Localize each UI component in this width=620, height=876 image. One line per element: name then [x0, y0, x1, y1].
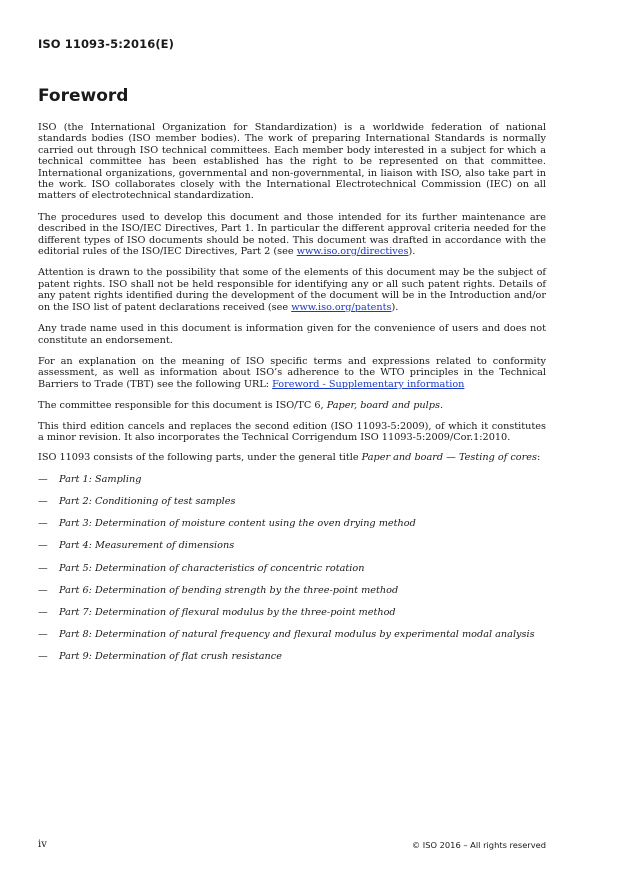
list-dash: — — [38, 606, 48, 618]
list-item-text: Part 1: Sampling — [59, 473, 142, 485]
paragraph-procedures — [38, 212, 546, 258]
paragraph-text: : — [536, 452, 541, 464]
list-item — [38, 474, 546, 496]
paragraph-conformity — [38, 356, 546, 390]
paragraph-text: The procedures used to develop this document and those intended for its further maintenance are described in the ISO/IEC Directives, Part 1. In particular the different approval criteria needed for the different types of ISO documents should be noted. This document was drafted in accordance with the editorial rules of the ISO/IEC Directives, Part 2 (see — [38, 211, 546, 258]
paragraph-text: . — [439, 400, 444, 412]
list-dash: — — [38, 629, 48, 641]
list-item-text: Part 9: Determination of flat crush resistance — [59, 651, 282, 663]
list-item-text: Part 5: Determination of characteristics of concentric rotation — [59, 562, 365, 574]
list-item — [38, 651, 546, 673]
list-item — [38, 518, 546, 540]
paragraph-committee — [38, 400, 546, 411]
document-page — [38, 0, 546, 876]
paragraph-edition: This third edition cancels and replaces the second edition (ISO 11093-5:2009), of which it constitutes a minor revision. It also incorporates the Technical Corrigendum ISO 11093-5:2009/Cor.1:2010. — [38, 420, 546, 443]
list-item — [38, 607, 546, 629]
page-title: Foreword — [38, 86, 129, 106]
paragraph-trade-name: Any trade name used in this document is information given for the convenience of users and does not constitute an endorsement. — [38, 323, 546, 346]
list-dash: — — [38, 495, 48, 507]
paragraph-text: ). — [391, 301, 399, 313]
list-item — [38, 563, 546, 585]
parts-list — [38, 474, 546, 674]
patents-link[interactable]: www.iso.org/patents — [291, 301, 392, 313]
copyright-notice: © ISO 2016 – All rights reserved — [411, 840, 546, 850]
list-dash: — — [38, 518, 48, 530]
committee-name: Paper, board and pulps — [326, 400, 440, 412]
paragraph-text: ). — [408, 246, 416, 258]
paragraph-parts-intro — [38, 452, 546, 463]
general-title: Paper and board — Testing of cores — [361, 452, 537, 464]
list-item-text: Part 3: Determination of moisture content using the oven drying method — [59, 518, 416, 530]
list-item-text: Part 2: Conditioning of test samples — [59, 495, 236, 507]
paragraph-text: The committee responsible for this document is ISO/TC 6, — [38, 400, 327, 412]
paragraph-text: ISO 11093 consists of the following parts, under the general title — [38, 452, 362, 464]
list-item-text: Part 8: Determination of natural frequency and flexural modulus by experimental modal analysis — [59, 629, 535, 641]
paragraph-text: For an explanation on the meaning of ISO specific terms and expressions related to conformity assessment, as well as information about ISO’s adherence to the WTO principles in the Technical Barriers to Trade (TBT) see the following URL: — [38, 355, 546, 390]
paragraph-patents — [38, 267, 546, 313]
list-item — [38, 629, 546, 651]
list-item — [38, 540, 546, 562]
list-item — [38, 496, 546, 518]
paragraph-text: Attention is drawn to the possibility that some of the elements of this document may be the subject of patent rights. ISO shall not be held responsible for identifying any or all such patent rights. Details of any patent rights identified during the development of the document will be in the Introduction and/or on the ISO list of patent declarations received (see — [38, 267, 546, 313]
directives-link[interactable]: www.iso.org/directives — [296, 246, 409, 258]
document-header-id: ISO 11093-5:2016(E) — [38, 37, 174, 51]
list-dash: — — [38, 651, 48, 663]
paragraph-iso-intro: ISO (the International Organization for Standardization) is a worldwide federation of national standards bodies (ISO member bodies). The work of preparing International Standards is normally carried out through ISO technical committees. Each member body interested in a subject for which a technical committee has been established has the right to be represented on that committee. International organizations, governmental and non-governmental, in liaison with ISO, also take part in the work. ISO collaborates closely with the International Electrotechnical Commission (IEC) on all matters of electrotechnical standardization. — [38, 122, 546, 202]
supplementary-info-link[interactable]: Foreword - Supplementary information — [272, 378, 465, 390]
list-item-text: Part 7: Determination of flexural modulus by the three-point method — [59, 606, 396, 618]
list-dash: — — [38, 584, 48, 596]
list-dash: — — [38, 540, 48, 552]
foreword-body — [38, 122, 546, 673]
list-item-text: Part 4: Measurement of dimensions — [59, 540, 235, 552]
list-dash: — — [38, 473, 48, 485]
list-item — [38, 585, 546, 607]
page-number: iv — [38, 839, 47, 850]
list-dash: — — [38, 562, 48, 574]
list-item-text: Part 6: Determination of bending strength by the three-point method — [59, 584, 399, 596]
